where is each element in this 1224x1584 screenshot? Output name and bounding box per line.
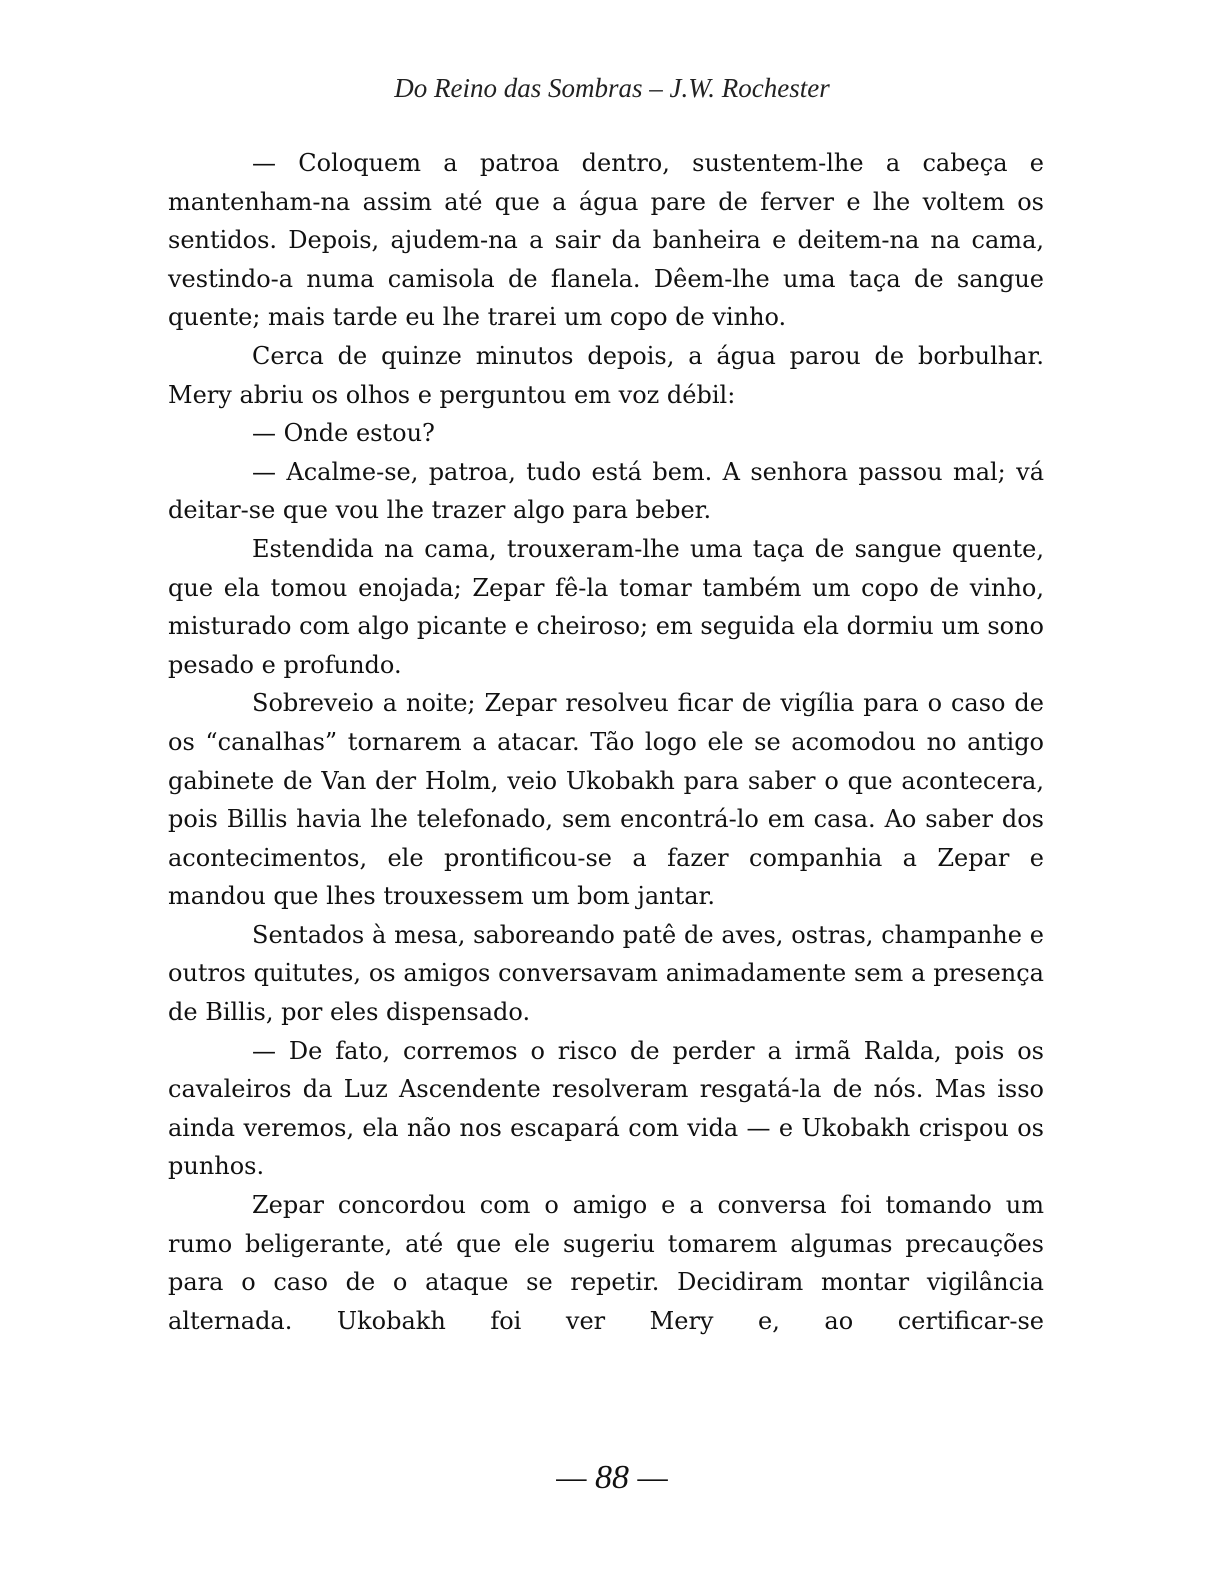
paragraph-9: Zepar concordou com o amigo e a conversa foi tomando um rumo beligerante, até que ele sugeriu tomarem algumas precauções para o caso de o ataque se repetir. Decidiram montar vigilância alternada. Ukobakh foi ver Mery e, ao certificar-se [168, 1191, 1044, 1335]
paragraph-1: — Coloquem a patroa dentro, sustentem-lhe a cabeça e mantenham-na assim até que a água pare de ferver e lhe voltem os sentidos. Depois, ajudem-na a sair da banheira e deitem-na na cama, vestindo-a numa camisola de flanela. Dêem-lhe uma taça de sangue quente; mais tarde eu lhe trarei um copo de vinho. [168, 149, 1044, 332]
paragraph-3: — Onde estou? [252, 419, 435, 448]
paragraph-7: Sentados à mesa, saboreando patê de aves, ostras, champanhe e outros quitutes, os amigos conversavam animadamente sem a presença de Billis, por eles dispensado. [168, 920, 1044, 1027]
page-number: — 88 — [556, 1459, 668, 1496]
paragraph-5: Estendida na cama, trouxeram-lhe uma taça de sangue quente, que ela tomou enojada; Zepar fê-la tomar também um copo de vinho, misturado com algo picante e cheiroso; em seguida ela dormiu um sono pesado e profundo. [168, 534, 1044, 679]
paragraph-4: — Acalme-se, patroa, tudo está bem. A senhora passou mal; vá deitar-se que vou lhe trazer algo para beber. [168, 457, 1044, 525]
paragraph-6: Sobreveio a noite; Zepar resolveu ficar de vigília para o caso de os “canalhas” tornarem a atacar. Tão logo ele se acomodou no antigo gabinete de Van der Holm, veio Ukobakh para saber o que acontecera, pois Billis havia lhe telefonado, sem encontrá-lo em casa. Ao saber dos acontecimentos, ele prontificou-se a fazer companhia a Zepar e mandou que lhes trouxessem um bom jantar. [168, 689, 1044, 911]
paragraph-2: Cerca de quinze minutos depois, a água parou de borbulhar. Mery abriu os olhos e perguntou em voz débil: [168, 341, 1044, 409]
running-header: Do Reino das Sombras – J.W. Rochester [394, 73, 830, 103]
body-text [168, 144, 1044, 1340]
paragraph-8: — De fato, corremos o risco de perder a irmã Ralda, pois os cavaleiros da Luz Ascendente resolveram resgatá-la de nós. Mas isso ainda veremos, ela não nos escapará com vida — e Ukobakh crispou os punhos. [168, 1036, 1044, 1181]
